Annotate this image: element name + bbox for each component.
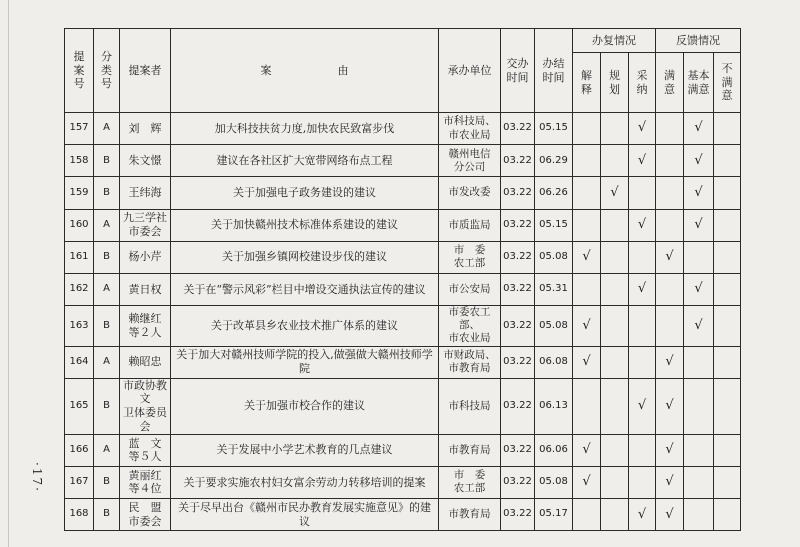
proposal-number-cell: 164 <box>65 346 94 378</box>
handling-unit-cell: 市委农工部、 市农业局 <box>439 306 501 346</box>
mark-plan-cell <box>601 434 629 466</box>
mark-satisfied-cell: √ <box>656 434 684 466</box>
assigned-date-cell: 03.22 <box>501 273 535 305</box>
proposer-cell: 蓝 文 等５人 <box>120 434 171 466</box>
mark-basically-satisfied-cell: √ <box>684 273 714 305</box>
category-cell: B <box>94 499 120 531</box>
mark-plan-cell <box>601 378 629 434</box>
handling-unit-cell: 赣州电信 分公司 <box>439 145 501 177</box>
mark-satisfied-cell <box>656 306 684 346</box>
handling-unit-cell: 市财政局、 市教育局 <box>439 346 501 378</box>
header-reply-adopt: 采 纳 <box>629 53 656 113</box>
proposal-number-cell: 159 <box>65 177 94 209</box>
proposer-cell: 民 盟 市委会 <box>120 499 171 531</box>
assigned-date-cell: 03.22 <box>501 241 535 273</box>
mark-explain-cell <box>573 145 601 177</box>
header-category: 分 类 号 <box>94 29 120 113</box>
assigned-date-cell: 03.22 <box>501 306 535 346</box>
assigned-date-cell: 03.22 <box>501 209 535 241</box>
assigned-date-cell: 03.22 <box>501 346 535 378</box>
mark-plan-cell <box>601 306 629 346</box>
mark-explain-cell: √ <box>573 466 601 498</box>
mark-explain-cell: √ <box>573 241 601 273</box>
handling-unit-cell: 市科技局 <box>439 378 501 434</box>
content-cell: 关于要求实施农村妇女富余劳动力转移培训的提案 <box>171 466 439 498</box>
completed-date-cell: 05.31 <box>535 273 573 305</box>
header-feedback-satisfied: 满 意 <box>656 53 684 113</box>
content-cell: 关于发展中小学艺术教育的几点建议 <box>171 434 439 466</box>
completed-date-cell: 06.29 <box>535 145 573 177</box>
mark-unsatisfied-cell <box>714 499 741 531</box>
mark-adopt-cell <box>629 177 656 209</box>
mark-basically-satisfied-cell <box>684 241 714 273</box>
mark-satisfied-cell: √ <box>656 466 684 498</box>
page-number: ·17· <box>30 462 44 493</box>
mark-unsatisfied-cell <box>714 306 741 346</box>
mark-satisfied-cell <box>656 209 684 241</box>
category-cell: B <box>94 306 120 346</box>
proposal-number-cell: 160 <box>65 209 94 241</box>
mark-adopt-cell <box>629 434 656 466</box>
header-feedback-basically-satisfied: 基本 满意 <box>684 53 714 113</box>
table-row <box>65 113 741 145</box>
category-cell: A <box>94 113 120 145</box>
handling-unit-cell: 市质监局 <box>439 209 501 241</box>
mark-explain-cell: √ <box>573 346 601 378</box>
mark-plan-cell <box>601 466 629 498</box>
completed-date-cell: 05.08 <box>535 241 573 273</box>
completed-date-cell: 06.26 <box>535 177 573 209</box>
mark-adopt-cell: √ <box>629 499 656 531</box>
content-cell: 关于在“警示风彩”栏目中增设交通执法宣传的建议 <box>171 273 439 305</box>
mark-explain-cell <box>573 113 601 145</box>
category-cell: A <box>94 209 120 241</box>
mark-unsatisfied-cell <box>714 434 741 466</box>
mark-unsatisfied-cell <box>714 241 741 273</box>
mark-unsatisfied-cell <box>714 346 741 378</box>
content-cell: 关于加快赣州技术标准体系建设的建议 <box>171 209 439 241</box>
proposal-number-cell: 168 <box>65 499 94 531</box>
category-cell: B <box>94 145 120 177</box>
handling-unit-cell: 市 委 农工部 <box>439 241 501 273</box>
handling-unit-cell: 市教育局 <box>439 499 501 531</box>
mark-satisfied-cell <box>656 273 684 305</box>
mark-satisfied-cell <box>656 177 684 209</box>
handling-unit-cell: 市发改委 <box>439 177 501 209</box>
mark-explain-cell <box>573 273 601 305</box>
header-proposal-number: 提 案 号 <box>65 29 94 113</box>
table-row <box>65 145 741 177</box>
mark-plan-cell <box>601 499 629 531</box>
mark-unsatisfied-cell <box>714 209 741 241</box>
completed-date-cell: 05.17 <box>535 499 573 531</box>
mark-adopt-cell <box>629 466 656 498</box>
proposal-number-cell: 161 <box>65 241 94 273</box>
handling-unit-cell: 市 委 农工部 <box>439 466 501 498</box>
table-row <box>65 434 741 466</box>
mark-unsatisfied-cell <box>714 177 741 209</box>
mark-satisfied-cell <box>656 145 684 177</box>
assigned-date-cell: 03.22 <box>501 434 535 466</box>
content-cell: 加大科技扶贫力度,加快农民致富步伐 <box>171 113 439 145</box>
proposal-number-cell: 167 <box>65 466 94 498</box>
completed-date-cell: 05.08 <box>535 306 573 346</box>
mark-basically-satisfied-cell: √ <box>684 209 714 241</box>
handling-unit-cell: 市教育局 <box>439 434 501 466</box>
category-cell: B <box>94 466 120 498</box>
mark-unsatisfied-cell <box>714 145 741 177</box>
assigned-date-cell: 03.22 <box>501 177 535 209</box>
content-cell: 建议在各社区扩大宽带网络布点工程 <box>171 145 439 177</box>
proposal-handling-table <box>64 28 741 531</box>
proposer-cell: 王纬海 <box>120 177 171 209</box>
category-cell: A <box>94 434 120 466</box>
category-cell: B <box>94 177 120 209</box>
table-row <box>65 177 741 209</box>
handling-unit-cell: 市科技局、 市农业局 <box>439 113 501 145</box>
header-completed-date: 办结 时间 <box>535 29 573 113</box>
assigned-date-cell: 03.22 <box>501 499 535 531</box>
assigned-date-cell: 03.22 <box>501 378 535 434</box>
mark-satisfied-cell: √ <box>656 346 684 378</box>
proposal-number-cell: 163 <box>65 306 94 346</box>
mark-adopt-cell <box>629 306 656 346</box>
completed-date-cell: 06.08 <box>535 346 573 378</box>
proposer-cell: 黄丽红 等４位 <box>120 466 171 498</box>
table-row <box>65 346 741 378</box>
completed-date-cell: 05.15 <box>535 113 573 145</box>
table-row <box>65 466 741 498</box>
mark-explain-cell <box>573 499 601 531</box>
mark-unsatisfied-cell <box>714 466 741 498</box>
mark-plan-cell <box>601 241 629 273</box>
mark-basically-satisfied-cell: √ <box>684 306 714 346</box>
mark-plan-cell <box>601 209 629 241</box>
proposal-number-cell: 158 <box>65 145 94 177</box>
mark-plan-cell <box>601 273 629 305</box>
proposer-cell: 赖继红 等２人 <box>120 306 171 346</box>
proposer-cell: 朱文憬 <box>120 145 171 177</box>
binding-gutter-line <box>8 0 9 547</box>
mark-satisfied-cell: √ <box>656 378 684 434</box>
mark-adopt-cell: √ <box>629 273 656 305</box>
mark-explain-cell: √ <box>573 306 601 346</box>
mark-adopt-cell: √ <box>629 378 656 434</box>
content-cell: 关于加强乡镇网校建设步伐的建议 <box>171 241 439 273</box>
completed-date-cell: 05.15 <box>535 209 573 241</box>
mark-satisfied-cell: √ <box>656 241 684 273</box>
proposer-cell: 赖昭忠 <box>120 346 171 378</box>
table-row <box>65 273 741 305</box>
mark-plan-cell <box>601 346 629 378</box>
proposer-cell: 九三学社 市委会 <box>120 209 171 241</box>
handling-unit-cell: 市公安局 <box>439 273 501 305</box>
proposer-cell: 杨小芹 <box>120 241 171 273</box>
table-row <box>65 378 741 434</box>
header-reply-explain: 解 释 <box>573 53 601 113</box>
category-cell: A <box>94 273 120 305</box>
mark-basically-satisfied-cell <box>684 346 714 378</box>
mark-adopt-cell: √ <box>629 145 656 177</box>
proposal-number-cell: 166 <box>65 434 94 466</box>
table-row <box>65 499 741 531</box>
mark-basically-satisfied-cell: √ <box>684 177 714 209</box>
header-assigned-date: 交办 时间 <box>501 29 535 113</box>
category-cell: B <box>94 378 120 434</box>
proposal-number-cell: 165 <box>65 378 94 434</box>
mark-explain-cell: √ <box>573 434 601 466</box>
table-row <box>65 306 741 346</box>
assigned-date-cell: 03.22 <box>501 145 535 177</box>
mark-unsatisfied-cell <box>714 273 741 305</box>
content-cell: 关于加强电子政务建设的建议 <box>171 177 439 209</box>
header-proposer: 提案者 <box>120 29 171 113</box>
mark-basically-satisfied-cell <box>684 434 714 466</box>
mark-satisfied-cell <box>656 113 684 145</box>
content-cell: 关于尽早出台《赣州市民办教育发展实施意见》的建议 <box>171 499 439 531</box>
header-content: 案 由 <box>171 29 439 113</box>
category-cell: A <box>94 346 120 378</box>
completed-date-cell: 05.08 <box>535 466 573 498</box>
table-row <box>65 209 741 241</box>
table-row <box>65 241 741 273</box>
mark-basically-satisfied-cell: √ <box>684 145 714 177</box>
proposer-cell: 黄日权 <box>120 273 171 305</box>
mark-explain-cell <box>573 378 601 434</box>
mark-explain-cell <box>573 209 601 241</box>
proposer-cell: 刘 辉 <box>120 113 171 145</box>
mark-basically-satisfied-cell <box>684 378 714 434</box>
mark-basically-satisfied-cell: √ <box>684 113 714 145</box>
header-reply-group: 办复情况 <box>573 29 656 53</box>
proposal-number-cell: 162 <box>65 273 94 305</box>
assigned-date-cell: 03.22 <box>501 466 535 498</box>
mark-basically-satisfied-cell <box>684 499 714 531</box>
completed-date-cell: 06.13 <box>535 378 573 434</box>
proposer-cell: 市政协教文 卫体委员会 <box>120 378 171 434</box>
header-reply-plan: 规 划 <box>601 53 629 113</box>
mark-unsatisfied-cell <box>714 113 741 145</box>
category-cell: B <box>94 241 120 273</box>
mark-adopt-cell <box>629 346 656 378</box>
header-feedback-unsatisfied: 不 满 意 <box>714 53 741 113</box>
mark-satisfied-cell: √ <box>656 499 684 531</box>
proposal-number-cell: 157 <box>65 113 94 145</box>
assigned-date-cell: 03.22 <box>501 113 535 145</box>
content-cell: 关于改革县乡农业技术推广体系的建议 <box>171 306 439 346</box>
completed-date-cell: 06.06 <box>535 434 573 466</box>
mark-plan-cell: √ <box>601 177 629 209</box>
header-feedback-group: 反馈情况 <box>656 29 741 53</box>
header-handling-unit: 承办单位 <box>439 29 501 113</box>
mark-explain-cell <box>573 177 601 209</box>
mark-adopt-cell <box>629 241 656 273</box>
content-cell: 关于加大对赣州技师学院的投入,做强做大赣州技师学院 <box>171 346 439 378</box>
content-cell: 关于加强市校合作的建议 <box>171 378 439 434</box>
mark-basically-satisfied-cell <box>684 466 714 498</box>
mark-adopt-cell: √ <box>629 113 656 145</box>
mark-plan-cell <box>601 145 629 177</box>
mark-unsatisfied-cell <box>714 378 741 434</box>
mark-plan-cell <box>601 113 629 145</box>
mark-adopt-cell: √ <box>629 209 656 241</box>
